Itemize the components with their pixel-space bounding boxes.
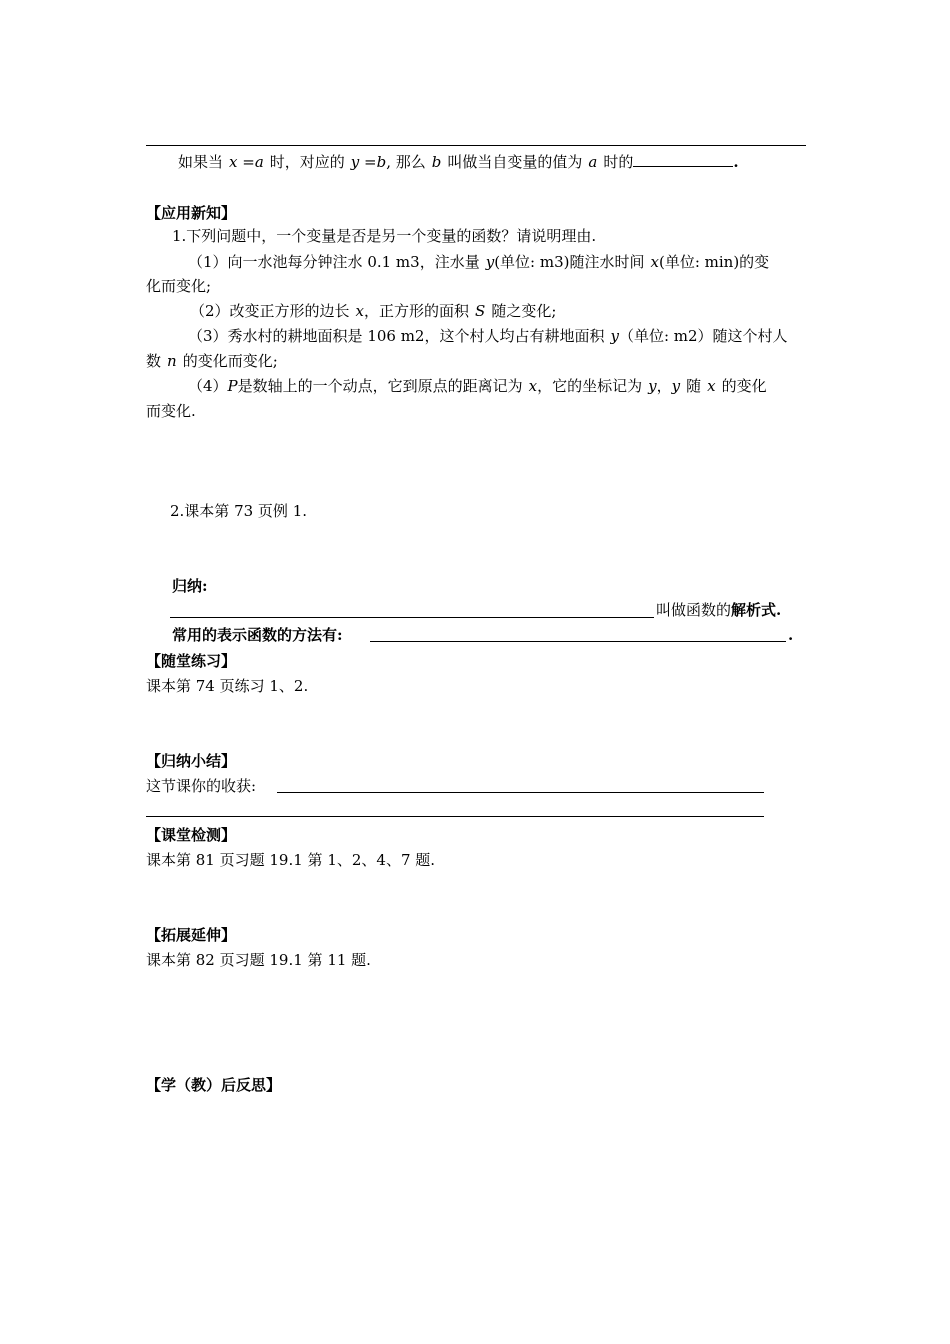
test-text: 课本第 81 页习题 19.1 第 1、2、4、7 题. — [146, 851, 436, 869]
question-2: 2.课本第 73 页例 1. — [170, 502, 308, 520]
q1-4-text-e: 随 — [686, 377, 702, 395]
summary-line1-bold: 解析式 — [731, 601, 777, 619]
var-b: b — [376, 153, 387, 171]
intro-eq-2: = — [359, 153, 377, 171]
apply-heading: 【应用新知】 — [146, 204, 237, 222]
intro-line — [178, 152, 739, 172]
q1-4-text-d: ， — [656, 377, 672, 395]
intro-end: . — [733, 153, 739, 171]
summary-line1-end: . — [776, 601, 782, 619]
q1-4-var-x-2: x — [707, 377, 716, 395]
q1-4-var-p: P — [227, 377, 238, 395]
q1-3-var-n: n — [167, 352, 177, 370]
intro-text-2: 时，对应的 — [269, 153, 345, 171]
var-b-2: b — [431, 153, 442, 171]
question-1-3-line-2 — [146, 351, 278, 371]
intro-eq-1: = — [237, 153, 255, 171]
q1-3-text-c: 数 — [146, 352, 162, 370]
question-1-4-line-2: 而变化. — [146, 402, 196, 420]
question-1: 1.下列问题中，一个变量是否是另一个变量的函数？请说明理由. — [172, 227, 597, 245]
var-a: a — [254, 153, 264, 171]
test-heading: 【课堂检测】 — [146, 826, 237, 844]
q1-1-text-b: (单位: m3)随注水时间 — [494, 253, 645, 271]
intro-blank[interactable] — [633, 152, 733, 167]
var-y: y — [350, 153, 360, 171]
top-divider — [146, 145, 806, 146]
question-1-2 — [190, 301, 556, 321]
q1-1-text-c: (单位: min)的变 — [658, 253, 770, 271]
question-1-4-line-1 — [188, 376, 767, 396]
q1-4-text-a: （4） — [188, 377, 228, 395]
extend-heading: 【拓展延伸】 — [146, 926, 237, 944]
representation-methods-label: 常用的表示函数的方法有: — [172, 626, 343, 644]
summary-label: 归纳: — [172, 577, 208, 595]
q1-1-text-a: （1）向一水池每分钟注水 0.1 m3，注水量 — [188, 253, 480, 271]
question-1-1-line-2: 化而变化; — [146, 277, 212, 295]
q1-2-text-a: （2）改变正方形的边长 — [190, 302, 350, 320]
q1-2-text-c: 随之变化; — [491, 302, 557, 320]
q1-3-var-y: y — [610, 327, 619, 345]
question-1-1-line-1 — [188, 252, 769, 272]
question-1-3-line-1 — [188, 326, 788, 346]
q1-1-var-y: y — [485, 253, 495, 271]
analytic-expression-line — [656, 600, 781, 620]
practice-heading: 【随堂练习】 — [146, 652, 237, 670]
gain-blank-2[interactable] — [146, 816, 764, 817]
q1-3-text-d: 的变化而变化; — [182, 352, 278, 370]
analytic-expression-blank[interactable] — [170, 617, 654, 618]
q1-2-var-x: x — [355, 302, 365, 320]
intro-text-1: 如果当 — [178, 153, 224, 171]
reflect-heading: 【学（教）后反思】 — [146, 1076, 282, 1094]
q1-4-text-c: ，它的坐标记为 — [537, 377, 643, 395]
q1-2-var-s: S — [475, 302, 486, 320]
q1-3-text-a: （3）秀水村的耕地面积是 106 m2，这个村人均占有耕地面积 — [188, 327, 605, 345]
intro-text-4: 叫做当自变量的值为 — [447, 153, 583, 171]
intro-text-3: , 那么 — [386, 153, 426, 171]
q1-3-text-b: （单位: m2）随这个村人 — [618, 327, 788, 345]
conclusion-label: 这节课你的收获: — [146, 777, 257, 795]
q1-2-text-b: ，正方形的面积 — [364, 302, 470, 320]
q1-4-text-f: 的变化 — [721, 377, 767, 395]
summary-line1-suffix: 叫做函数的 — [656, 601, 732, 619]
q1-4-var-y-2: y — [671, 377, 681, 395]
practice-text: 课本第 74 页练习 1、2. — [146, 677, 309, 695]
q1-4-text-b: 是数轴上的一个动点，它到原点的距离记为 — [237, 377, 523, 395]
gain-blank-1[interactable] — [277, 792, 764, 793]
var-x: x — [229, 153, 238, 171]
conclusion-heading: 【归纳小结】 — [146, 752, 237, 770]
representation-methods-end: . — [788, 626, 794, 644]
q1-1-var-x: x — [650, 253, 659, 271]
q1-4-var-x: x — [528, 377, 538, 395]
intro-text-5: 时的 — [603, 153, 634, 171]
var-a-2: a — [588, 153, 598, 171]
extend-text: 课本第 82 页习题 19.1 第 11 题. — [146, 951, 371, 969]
representation-methods-blank[interactable] — [370, 641, 786, 642]
q1-4-var-y: y — [648, 377, 657, 395]
